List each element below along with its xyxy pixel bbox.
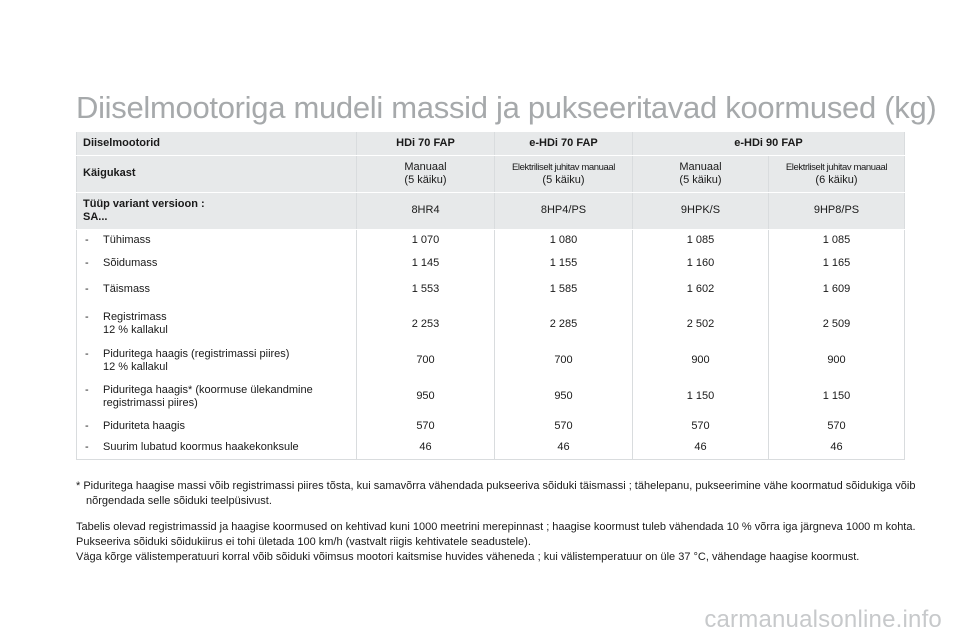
variant-col-4: 9HP8/PS <box>769 192 905 229</box>
row-label-text: Piduritega haagis* (koormuse ülekandmine registrimassi piires) <box>103 383 313 409</box>
footnote: * Piduritega haagise massi võib registrimassi piires tõsta, kui samavõrra vähendada pukseeriva sõiduki täismassi ; tähelepanu, pukseerimine vähe koormatud sõidukiga võib nõrgendada selle sõiduki teelpüsivust. <box>76 480 916 507</box>
table-row <box>77 304 905 344</box>
row-label <box>77 377 357 416</box>
gearbox-col-4-sub: (6 käiku) <box>815 173 858 186</box>
gearbox-col-2 <box>495 155 633 192</box>
variant-col-1: 8HR4 <box>357 192 495 229</box>
cell-value: 1 150 <box>633 377 769 416</box>
variant-header-row <box>77 192 905 229</box>
table-row <box>77 416 905 437</box>
gearbox-col-3-sub: (5 käiku) <box>679 173 722 186</box>
gearbox-header-row <box>77 155 905 192</box>
row-label-text: Tühimass <box>103 234 151 247</box>
cell-value: 1 609 <box>769 274 905 304</box>
table-row <box>77 252 905 274</box>
engine-col-ehdi70: e-HDi 70 FAP <box>495 132 633 155</box>
gearbox-col-1-main: Manuaal <box>404 160 447 173</box>
dash-marker: - <box>85 383 89 396</box>
engine-header-label: Diiselmootorid <box>77 132 357 155</box>
gearbox-col-1 <box>357 155 495 192</box>
dash-marker: - <box>85 234 89 247</box>
dash-marker: - <box>85 441 89 454</box>
cell-value: 950 <box>495 377 633 416</box>
cell-value: 1 150 <box>769 377 905 416</box>
page-title: Diiselmootoriga mudeli massid ja pukseeritavad koormused (kg) <box>76 90 937 125</box>
row-label-text: Suurim lubatud koormus haakekonksule <box>103 441 299 454</box>
cell-value: 570 <box>357 416 495 437</box>
mass-table <box>76 132 905 460</box>
engine-col-hdi70: HDi 70 FAP <box>357 132 495 155</box>
row-label-text: Registrimass 12 % kallakul <box>103 311 168 336</box>
cell-value: 1 160 <box>633 252 769 274</box>
cell-value: 2 502 <box>633 304 769 344</box>
cell-value: 1 602 <box>633 274 769 304</box>
gearbox-col-1-sub: (5 käiku) <box>404 173 447 186</box>
notes-block <box>76 520 916 565</box>
cell-value: 1 155 <box>495 252 633 274</box>
gearbox-col-2-sub: (5 käiku) <box>542 173 585 186</box>
note-altitude: Tabelis olevad registrimassid ja haagise koormused on kehtivad kuni 1000 meetrini merepinnast ; haagise koormust tuleb vähendada 10 % võrra iga järgneva 1000 m kohta. <box>76 521 916 533</box>
cell-value: 46 <box>769 437 905 459</box>
gearbox-col-4 <box>769 155 905 192</box>
row-label <box>77 229 357 252</box>
cell-value: 1 145 <box>357 252 495 274</box>
cell-value: 900 <box>769 344 905 377</box>
variant-header-label: Tüüp variant versioon : SA... <box>77 192 357 229</box>
cell-value: 570 <box>769 416 905 437</box>
variant-col-2: 8HP4/PS <box>495 192 633 229</box>
note-temperature: Väga kõrge välistemperatuuri korral võib sõiduki võimsus mootori kaitsmise huvides väheneda ; kui välistemperatuur on üle 37 °C, vähendage haagise koormust. <box>76 551 860 563</box>
cell-value: 1 553 <box>357 274 495 304</box>
cell-value: 2 253 <box>357 304 495 344</box>
cell-value: 46 <box>357 437 495 459</box>
row-label <box>77 274 357 304</box>
engine-header-row <box>77 132 905 155</box>
gearbox-header-label: Käigukast <box>77 155 357 192</box>
cell-value: 1 165 <box>769 252 905 274</box>
cell-value: 46 <box>495 437 633 459</box>
dash-marker: - <box>85 347 89 360</box>
cell-value: 1 585 <box>495 274 633 304</box>
cell-value: 1 085 <box>769 229 905 252</box>
table-row <box>77 274 905 304</box>
row-label <box>77 304 357 344</box>
table-row <box>77 229 905 252</box>
cell-value: 700 <box>357 344 495 377</box>
gearbox-col-4-main: Elektrliselt juhitav manuaal <box>785 161 888 173</box>
table-row <box>77 377 905 416</box>
cell-value: 46 <box>633 437 769 459</box>
dash-marker: - <box>85 282 89 295</box>
variant-col-3: 9HPK/S <box>633 192 769 229</box>
row-label-text: Sõidumass <box>103 256 158 269</box>
row-label <box>77 252 357 274</box>
engine-col-ehdi90: e-HDi 90 FAP <box>633 132 905 155</box>
row-label-text: Piduriteta haagis <box>103 420 185 432</box>
row-label <box>77 437 357 459</box>
gearbox-col-3 <box>633 155 769 192</box>
cell-value: 2 285 <box>495 304 633 344</box>
cell-value: 700 <box>495 344 633 377</box>
cell-value: 570 <box>633 416 769 437</box>
cell-value: 1 070 <box>357 229 495 252</box>
cell-value: 900 <box>633 344 769 377</box>
row-label-text: Piduritega haagis (registrimassi piires) 12 % kallakul <box>103 347 290 373</box>
watermark: carmanualsonline.info <box>704 606 942 633</box>
cell-value: 1 085 <box>633 229 769 252</box>
dash-marker: - <box>85 311 89 323</box>
note-speed: Pukseeriva sõiduki sõidukiirus ei tohi ületada 100 km/h (vastvalt riigis kehtivatele seadustele). <box>76 536 531 548</box>
dash-marker: - <box>85 420 89 432</box>
table-row <box>77 344 905 377</box>
row-label <box>77 416 357 437</box>
row-label <box>77 344 357 377</box>
table-row <box>77 437 905 459</box>
cell-value: 1 080 <box>495 229 633 252</box>
dash-marker: - <box>85 256 89 269</box>
gearbox-col-2-main: Elektriliselt juhitav manuaal <box>512 161 615 173</box>
cell-value: 2 509 <box>769 304 905 344</box>
cell-value: 570 <box>495 416 633 437</box>
row-label-text: Täismass <box>103 282 151 295</box>
cell-value: 950 <box>357 377 495 416</box>
gearbox-col-3-main: Manuaal <box>679 160 722 173</box>
